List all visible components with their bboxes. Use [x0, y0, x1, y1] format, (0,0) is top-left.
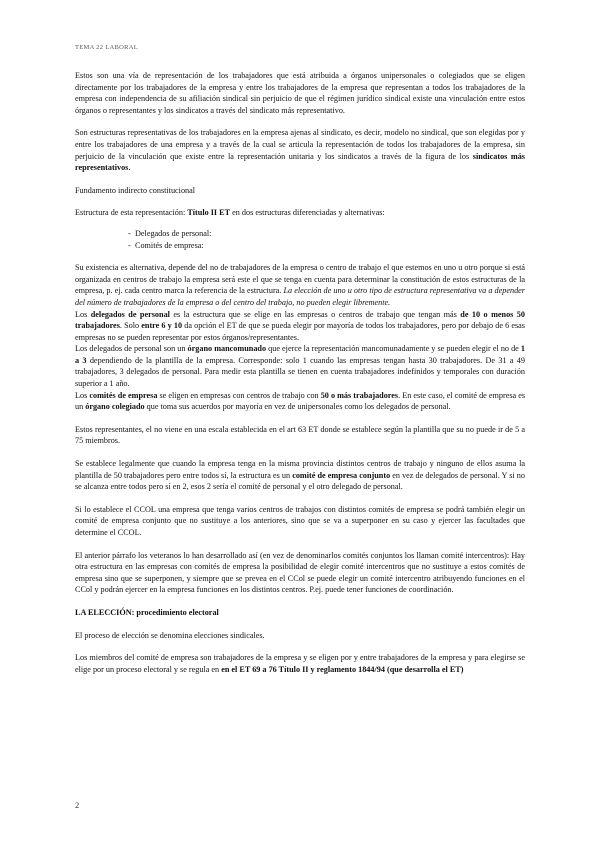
paragraph: [75, 127, 525, 173]
bold-text: comité de empresa conjunto: [292, 470, 391, 480]
text: da opción el ET de que se pueda elegir por mayoría de todos los trabajadores, pero por debajo de 6 esas empresas no se pueden representar por estos órganos/representantes.: [75, 321, 525, 342]
bold-text: de 10 o menos 50 trabajadores: [75, 309, 525, 331]
paragraph: El anterior párrafo los veteranos lo han desarrollado así (en vez de denominarlos comités conjuntos los llaman comité intercentros): Hay otra estructura en las empresas con comités de empresa la posibilidad de elegir comité intercentros que no sustituye a estos comités de empresa sino que se superponen, y siempre que se prevea en el CCol se puede elegir un comité intercentro atribuyendo funciones en el CCol y podrán ejercer en la empresa funciones en los distintos centros. P.ej. puede tener funciones de coordinación.: [75, 550, 525, 595]
heading-text: LA ELECCIÓN: [75, 607, 132, 617]
text: en vez de delegados de personal. Y si no se alcanza entre todos pero sí en 2, esos 2 sería el comité de personal y el otro delegado de personal.: [75, 470, 525, 492]
heading-text: : procedimiento electoral: [131, 607, 219, 617]
paragraph: [75, 458, 525, 493]
text: Estructura de esta representación:: [75, 208, 188, 218]
text: Los: [75, 309, 91, 319]
paragraph: [75, 652, 525, 675]
text: .: [128, 163, 131, 173]
section-heading: [75, 607, 525, 619]
paragraph: Estos son una vía de representación de los trabajadores que está atribuida a órganos unipersonales o colegiados que se eligen directamente por los trabajadores de la empresa y entre los trabajadores de la empresa que representan a todos los trabajadores de la empresa con independencia de su afiliación sindical sin perjuicio de que el régimen jurídico sindical existe una vinculación entre estos órganos o representantes y los sindicatos a través del sindicato más representativo.: [75, 71, 525, 115]
bold-text: comités de empresa: [89, 390, 158, 400]
text: . Solo: [119, 321, 142, 331]
italic-text: La elección de uno u otro tipo de estructura representativa va a depender del número de trabajadores de la empresa o del centro del trabajo, no pueden elegir libremente.: [75, 286, 525, 307]
text: que ejerce la representación mancomunadamente y se pueden elegir el no de: [266, 344, 521, 354]
bullet-list: [75, 228, 525, 251]
text: Los delegados de personal son un: [75, 344, 188, 354]
text: . En este caso, el comité de empresa es un: [75, 390, 526, 412]
bold-text: delegados de personal: [90, 309, 170, 319]
text: Los miembros del comité de empresa son trabajadores de la empresa y se eligen por y entre trabajadores de la empresa y para elegirse se elige por un proceso electoral y se regula en: [75, 653, 525, 674]
text: en dos estructuras diferenciadas y alternativas:: [230, 208, 385, 218]
bold-text: entre 6 y 10: [141, 321, 183, 331]
paragraph: [75, 309, 525, 344]
document-body: [75, 70, 525, 675]
paragraph: Estos representantes, el no viene en una escala establecida en el art 63 ET donde se establece según la plantilla que su no puede ir de 5 a 75 miembros.: [75, 424, 525, 446]
paragraph: Si lo establece el CCOL una empresa que tenga varios centros de trabajos con distintos comités de empresa se podrá también elegir un comité de empresa conjunto que no sustituye a los anteriores, sino que se va a superponer en su caso y ejercer las facultades que determine el CCOL.: [75, 504, 525, 537]
paragraph: [75, 207, 525, 219]
text: dependiendo de la plantilla de la empresa. Corresponde: solo 1 cuando las empresas tengan hasta 30 trabajadores. De 31 a 49 trabajadores, 3 delegados de personal. Para medir esta plantilla se tienen en cuenta trabajadores indefinidos y temporales con duración superior a 1 año.: [75, 355, 525, 389]
paragraph: [75, 262, 525, 308]
paragraph: [75, 343, 525, 389]
page-number: 2: [75, 800, 80, 810]
list-item: - Delegados de personal:: [75, 228, 525, 240]
text: Los: [75, 390, 90, 400]
paragraph: El proceso de elección se denomina elecciones sindicales.: [75, 630, 265, 640]
text: Su existencia es alternativa, depende del no de trabajadores de la empresa o centro de trabajo el que estemos en uno u otro porque si está organizada en centros de trabajo la empresa será este el que se tenga en cuenta para determinar la constitución de estos estructuras de la empresa, p. ej. cada centro marca la referencia de la estructura.: [75, 263, 525, 296]
bold-text: 50 o más trabajadores: [320, 390, 399, 400]
paragraph: [75, 390, 525, 413]
page-header: TEMA 22 LABORAL: [75, 44, 138, 51]
text: que toma sus acuerdos por mayoría en vez de unipersonales como los delegados de personal.: [144, 402, 451, 412]
text: es la estructura que se elige en las empresas o centros de trabajo que tengan más: [169, 309, 461, 319]
text: se eligen en empresas con centros de trabajo con: [157, 390, 321, 400]
text: Son estructuras representativas de los trabajadores en la empresa ajenas al sindicato, es decir, modelo no sindical, que son elegidas por y entre los trabajadores de una empresa y a través de la cual se articula la representación de todos los trabajadores de la empresa, sin perjuicio de la vinculación que existe entre la representación unitaria y los sindicatos a través de la figura de los: [75, 128, 525, 161]
bold-text: en el ET 69 a 76 Título II y reglamento 1844/94 (que desarrolla el ET): [221, 664, 464, 674]
paragraph: Fundamento indirecto constitucional: [75, 185, 196, 195]
bold-text: órgano colegiado: [85, 402, 145, 412]
bold-text: 1 a 3: [75, 344, 525, 365]
bold-text: sindicatos más representativos: [75, 151, 525, 173]
bold-text: Título II ET: [187, 208, 231, 218]
list-item: - Comités de empresa:: [75, 240, 525, 252]
bold-text: órgano mancomunado: [187, 344, 267, 354]
text: Se establece legalmente que cuando la empresa tenga en la misma provincia distintos centros de trabajo y ninguno de ellos asuma la plantilla de 50 trabajadores pero entre todos sí, la estructura es un: [75, 459, 525, 480]
